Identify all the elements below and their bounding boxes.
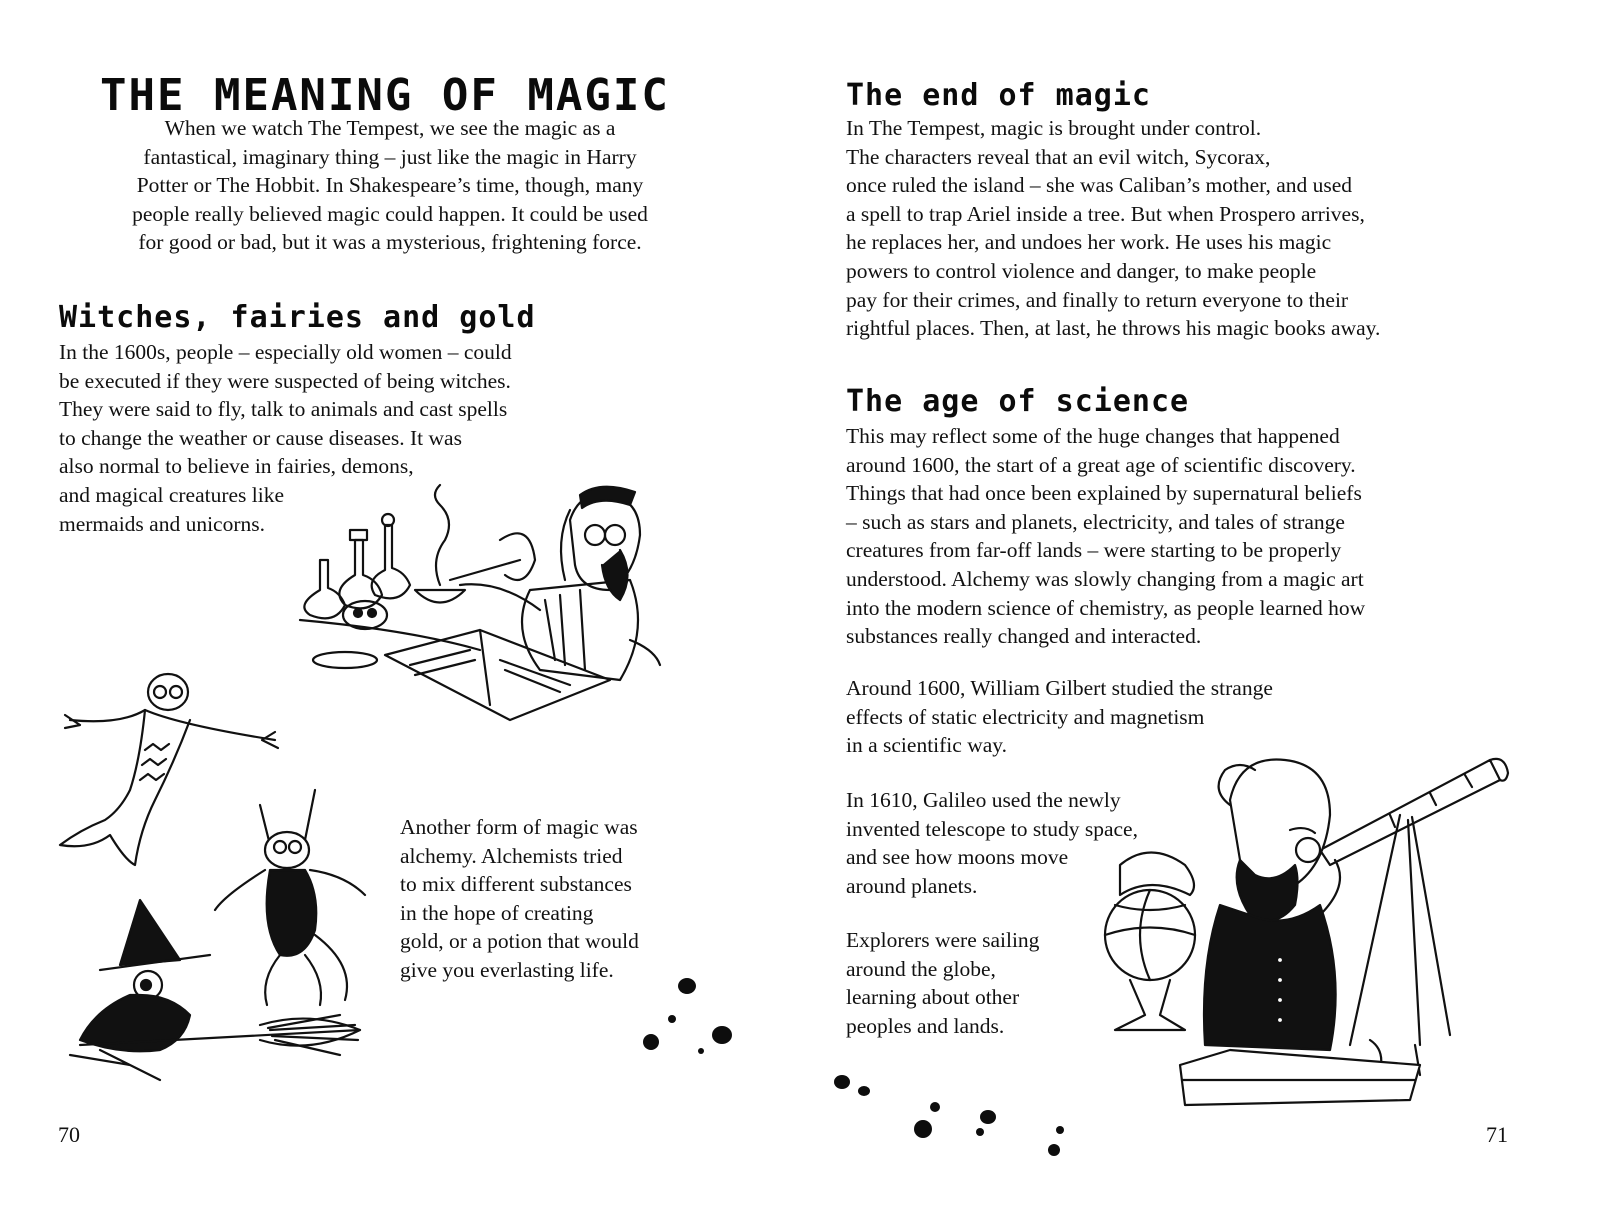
- ink-blot: [698, 1048, 704, 1054]
- page-title: THE MEANING OF MAGIC: [100, 70, 670, 121]
- witches-line: They were said to fly, talk to animals and cast spells: [59, 397, 508, 422]
- ink-blot: [1056, 1126, 1064, 1134]
- alchemy-line: in the hope of creating: [400, 900, 594, 925]
- page-number-left: 70: [58, 1122, 80, 1147]
- ink-blot: [643, 1034, 659, 1050]
- end-line: a spell to trap Ariel inside a tree. But when Prospero arrives,: [846, 201, 1365, 226]
- alchemy-line: to mix different substances: [400, 872, 632, 897]
- intro-line: Potter or The Hobbit. In Shakespeare’s time, though, many: [136, 173, 644, 198]
- alchemy-line: give you everlasting life.: [400, 957, 614, 982]
- ink-blot: [712, 1026, 732, 1044]
- explorers-line: learning about other: [846, 985, 1020, 1010]
- galileo-line: around planets.: [846, 873, 978, 898]
- science-line: – such as stars and planets, electricity, and tales of strange: [846, 509, 1345, 534]
- intro-line: people really believed magic could happen. It could be used: [132, 201, 648, 226]
- galileo-line: and see how moons move: [846, 845, 1069, 870]
- alchemy-paragraph: [400, 813, 639, 985]
- science-line: around 1600, the start of a great age of scientific discovery.: [846, 452, 1356, 477]
- explorers-paragraph: [846, 926, 1039, 1040]
- ink-blot: [930, 1102, 940, 1112]
- gilbert-line: Around 1600, William Gilbert studied the strange: [846, 676, 1273, 700]
- ink-blot: [858, 1086, 870, 1096]
- witches-line: In the 1600s, people – especially old women – could: [59, 340, 512, 364]
- gilbert-line: effects of static electricity and magnetism: [846, 704, 1205, 729]
- ink-blot: [1048, 1144, 1060, 1156]
- intro-line: When we watch The Tempest, we see the magic as a: [164, 116, 616, 140]
- witches-line: mermaids and unicorns.: [59, 511, 265, 536]
- intro-paragraph: [60, 114, 720, 257]
- alchemy-line: alchemy. Alchemists tried: [400, 843, 623, 868]
- science-line: understood. Alchemy was slowly changing from a magic art: [846, 566, 1364, 591]
- section-heading-age-of-science: The age of science: [846, 384, 1190, 419]
- page-number-right: 71: [1486, 1122, 1508, 1147]
- explorers-line: Explorers were sailing: [846, 928, 1040, 952]
- alchemy-line: Another form of magic was: [400, 815, 638, 839]
- science-line: This may reflect some of the huge changes that happened: [846, 424, 1340, 448]
- witches-line: and magical creatures like: [59, 482, 285, 507]
- witches-line: also normal to believe in fairies, demons,: [59, 454, 414, 479]
- gilbert-line: in a scientific way.: [846, 733, 1007, 758]
- science-line: substances really changed and interacted.: [846, 624, 1202, 649]
- end-line: In The Tempest, magic is brought under control.: [846, 116, 1262, 140]
- science-line: Things that had once been explained by supernatural beliefs: [846, 481, 1362, 506]
- intro-line: fantastical, imaginary thing – just like the magic in Harry: [143, 144, 637, 169]
- end-of-magic-paragraph: [846, 114, 1380, 343]
- ink-blot: [834, 1075, 850, 1089]
- science-line: creatures from far-off lands – were starting to be properly: [846, 538, 1342, 563]
- end-line: once ruled the island – she was Caliban’s mother, and used: [846, 173, 1353, 198]
- intro-line: for good or bad, but it was a mysterious, frightening force.: [138, 230, 642, 255]
- explorers-line: peoples and lands.: [846, 1013, 1005, 1038]
- galileo-line: In 1610, Galileo used the newly: [846, 788, 1121, 812]
- galileo-illustration: [1090, 745, 1510, 1115]
- ink-blot: [668, 1015, 676, 1023]
- section-heading-end-of-magic: The end of magic: [846, 78, 1151, 113]
- end-line: he replaces her, and undoes her work. He uses his magic: [846, 230, 1332, 255]
- ink-blot: [914, 1120, 932, 1138]
- explorers-line: around the globe,: [846, 956, 996, 981]
- end-line: pay for their crimes, and finally to return everyone to their: [846, 287, 1349, 312]
- section-heading-witches: Witches, fairies and gold: [59, 300, 536, 335]
- age-of-science-paragraph: [846, 422, 1365, 651]
- witches-line: to change the weather or cause diseases. It was: [59, 425, 462, 450]
- science-line: into the modern science of chemistry, as people learned how: [846, 595, 1366, 620]
- end-line: The characters reveal that an evil witch, Sycorax,: [846, 144, 1271, 169]
- witch-illustration: [40, 880, 380, 1100]
- ink-blot: [678, 978, 696, 994]
- alchemist-illustration: [290, 480, 690, 740]
- ink-blot: [980, 1110, 996, 1124]
- ink-blot: [976, 1128, 984, 1136]
- right-page: [800, 0, 1599, 1227]
- end-line: powers to control violence and danger, to make people: [846, 258, 1317, 283]
- galileo-line: invented telescope to study space,: [846, 816, 1138, 841]
- end-line: rightful places. Then, at last, he throws his magic books away.: [846, 316, 1381, 341]
- witches-line: be executed if they were suspected of being witches.: [59, 368, 511, 393]
- alchemy-line: gold, or a potion that would: [400, 929, 639, 954]
